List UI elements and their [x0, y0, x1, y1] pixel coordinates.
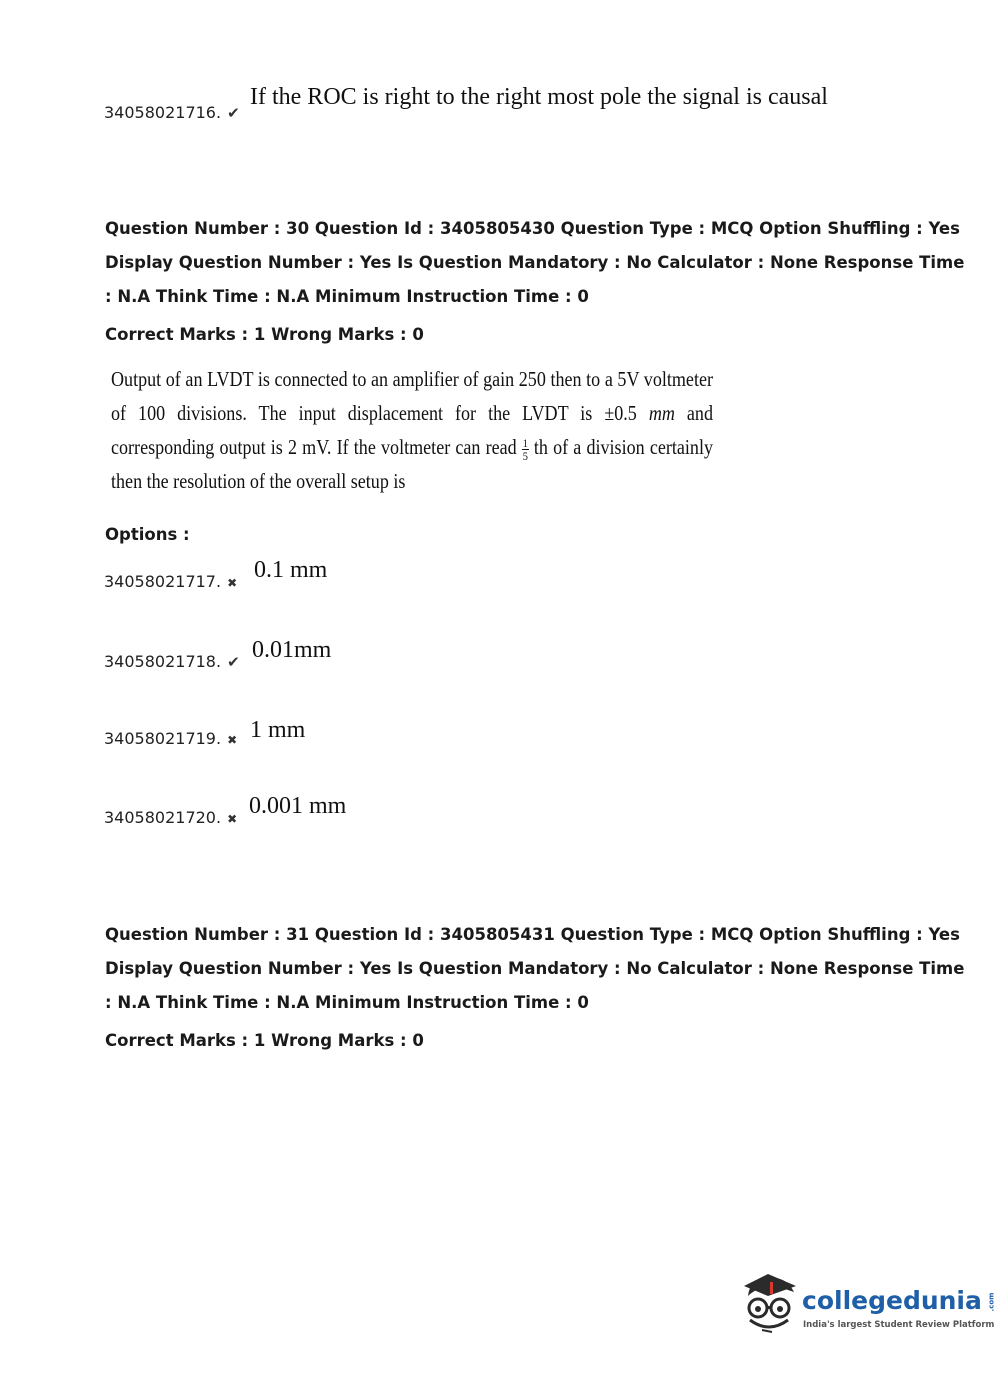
question-text-part-3: th of a division certainly then the resolution of the overall setup is	[111, 435, 713, 493]
option-id-text: 34058021717.	[104, 572, 222, 591]
option-id	[104, 652, 240, 671]
question-meta-line-2: Display Question Number : Yes Is Question Mandatory : No Calculator : None Response Time	[105, 253, 965, 272]
option-id	[104, 808, 237, 827]
question-meta-line-3: : N.A Think Time : N.A Minimum Instruction Time : 0	[105, 993, 589, 1012]
question-meta-line-3: : N.A Think Time : N.A Minimum Instruction Time : 0	[105, 287, 589, 306]
mascot-icon	[742, 1272, 802, 1342]
question-marks: Correct Marks : 1 Wrong Marks : 0	[105, 325, 424, 344]
question-meta-line-1: Question Number : 31 Question Id : 3405805431 Question Type : MCQ Option Shuffling : Yes	[105, 925, 960, 944]
option-id-text: 34058021719.	[104, 729, 222, 748]
question-meta-line-1: Question Number : 30 Question Id : 3405805430 Question Type : MCQ Option Shuffling : Yes	[105, 219, 960, 238]
question-text-part-2: and corresponding output is 2 mV. If the voltmeter can read	[111, 401, 713, 459]
cross-icon: ✖	[227, 576, 238, 590]
option-text: 1 mm	[250, 717, 306, 743]
logo-suffix: .com	[987, 1292, 996, 1312]
logo-tagline: India's largest Student Review Platform	[803, 1320, 995, 1330]
option-id	[104, 103, 240, 122]
option-id	[104, 572, 237, 591]
logo-name: collegedunia	[802, 1286, 982, 1315]
option-id-text: 34058021720.	[104, 808, 222, 827]
question-marks: Correct Marks : 1 Wrong Marks : 0	[105, 1031, 424, 1050]
option-text: 0.001 mm	[249, 793, 347, 819]
fraction-numerator: 1	[522, 435, 528, 450]
options-label: Options :	[105, 525, 190, 544]
option-id-text: 34058021716.	[104, 103, 222, 122]
collegedunia-logo	[742, 1272, 996, 1342]
option-text: 0.1 mm	[254, 557, 328, 583]
question-text-unit: mm	[648, 401, 675, 425]
fraction	[522, 437, 529, 462]
option-text: If the ROC is right to the right most pole the signal is causal	[250, 84, 828, 110]
cross-icon: ✖	[227, 812, 238, 826]
cross-icon: ✖	[227, 733, 238, 747]
check-icon: ✔	[227, 653, 240, 671]
question-text-part-1: Output of an LVDT is connected to an amplifier of gain 250 then to a 5V voltmeter of 100 divisions. The input displacement for the LVDT is ±0.5	[111, 367, 713, 425]
option-id	[104, 729, 237, 748]
check-icon: ✔	[227, 104, 240, 122]
fraction-denominator: 5	[522, 448, 528, 463]
option-text: 0.01mm	[252, 637, 332, 663]
question-text	[111, 362, 713, 498]
question-meta-line-2: Display Question Number : Yes Is Question Mandatory : No Calculator : None Response Time	[105, 959, 965, 978]
option-id-text: 34058021718.	[104, 652, 222, 671]
